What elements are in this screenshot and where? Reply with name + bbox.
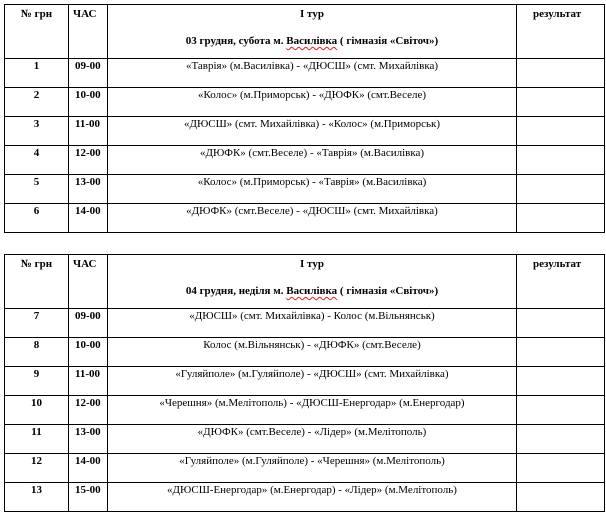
game-match: «ДЮФК» (смт.Веселе) - «ДЮСШ» (смт. Михайлівка) bbox=[108, 204, 517, 233]
header-round-cell bbox=[108, 5, 517, 59]
game-result[interactable] bbox=[517, 338, 605, 367]
game-result[interactable] bbox=[517, 454, 605, 483]
date-prefix: 04 грудня, неділя м. bbox=[185, 285, 287, 297]
game-match: «Черешня» (м.Мелітополь) - «ДЮСШ-Енергодар» (м.Енергодар) bbox=[108, 396, 517, 425]
game-result[interactable] bbox=[517, 204, 605, 233]
game-time: 09-00 bbox=[69, 309, 108, 338]
table-row bbox=[5, 454, 605, 483]
game-number: 9 bbox=[5, 367, 69, 396]
header-group: № грн bbox=[5, 255, 69, 309]
date-place: Василівка bbox=[286, 285, 338, 297]
table-row bbox=[5, 146, 605, 175]
header-round: І тур bbox=[300, 8, 324, 20]
game-match: «Гуляйполе» (м.Гуляйполе) - «ДЮСШ» (смт. Михайлівка) bbox=[108, 367, 517, 396]
table-row bbox=[5, 483, 605, 512]
game-match: «Колос» (м.Приморськ) - «ДЮФК» (смт.Веселе) bbox=[108, 88, 517, 117]
game-time: 12-00 bbox=[69, 146, 108, 175]
game-result[interactable] bbox=[517, 88, 605, 117]
table-row bbox=[5, 425, 605, 454]
game-match: «ДЮФК» (смт.Веселе) - «Лідер» (м.Мелітополь) bbox=[108, 425, 517, 454]
table-row bbox=[5, 309, 605, 338]
game-result[interactable] bbox=[517, 425, 605, 454]
game-time: 10-00 bbox=[69, 88, 108, 117]
game-number: 12 bbox=[5, 454, 69, 483]
game-time: 15-00 bbox=[69, 483, 108, 512]
table-row bbox=[5, 117, 605, 146]
game-time: 14-00 bbox=[69, 454, 108, 483]
game-number: 3 bbox=[5, 117, 69, 146]
game-result[interactable] bbox=[517, 309, 605, 338]
header-round: І тур bbox=[300, 258, 324, 270]
game-time: 09-00 bbox=[69, 59, 108, 88]
game-number: 4 bbox=[5, 146, 69, 175]
game-match: «ДЮСШ-Енергодар» (м.Енергодар) - «Лідер» (м.Мелітополь) bbox=[108, 483, 517, 512]
game-time: 11-00 bbox=[69, 117, 108, 146]
game-match: «ДЮФК» (смт.Веселе) - «Таврія» (м.Василівка) bbox=[108, 146, 517, 175]
round-date bbox=[108, 285, 516, 297]
table-row bbox=[5, 338, 605, 367]
schedule-table-2 bbox=[4, 254, 605, 512]
game-result[interactable] bbox=[517, 396, 605, 425]
game-match: «Гуляйполе» (м.Гуляйполе) - «Черешня» (м.Мелітополь) bbox=[108, 454, 517, 483]
game-match: Колос (м.Вільнянськ) - «ДЮФК» (смт.Веселе) bbox=[108, 338, 517, 367]
game-result[interactable] bbox=[517, 59, 605, 88]
game-match: «ДЮСШ» (смт. Михайлівка) - Колос (м.Вільнянськ) bbox=[108, 309, 517, 338]
table-row bbox=[5, 59, 605, 88]
game-match: «Колос» (м.Приморськ) - «Таврія» (м.Василівка) bbox=[108, 175, 517, 204]
game-result[interactable] bbox=[517, 146, 605, 175]
table-row bbox=[5, 88, 605, 117]
game-match: «Таврія» (м.Василівка) - «ДЮСШ» (смт. Михайлівка) bbox=[108, 59, 517, 88]
game-time: 14-00 bbox=[69, 204, 108, 233]
game-number: 2 bbox=[5, 88, 69, 117]
header-result: результат bbox=[517, 255, 605, 309]
header-time: ЧАС bbox=[69, 5, 108, 59]
header-time: ЧАС bbox=[69, 255, 108, 309]
game-number: 11 bbox=[5, 425, 69, 454]
game-time: 13-00 bbox=[69, 425, 108, 454]
header-group: № грн bbox=[5, 5, 69, 59]
game-time: 11-00 bbox=[69, 367, 108, 396]
game-time: 12-00 bbox=[69, 396, 108, 425]
game-result[interactable] bbox=[517, 175, 605, 204]
table-row bbox=[5, 175, 605, 204]
date-place: Василівка bbox=[286, 35, 338, 47]
date-prefix: 03 грудня, субота м. bbox=[185, 35, 287, 47]
game-result[interactable] bbox=[517, 367, 605, 396]
round-date bbox=[108, 35, 516, 47]
game-result[interactable] bbox=[517, 483, 605, 512]
header-result: результат bbox=[517, 5, 605, 59]
game-number: 13 bbox=[5, 483, 69, 512]
table-row bbox=[5, 367, 605, 396]
game-result[interactable] bbox=[517, 117, 605, 146]
header-round-cell bbox=[108, 255, 517, 309]
date-suffix: ( гімназія «Світоч») bbox=[337, 285, 439, 297]
game-time: 10-00 bbox=[69, 338, 108, 367]
game-number: 6 bbox=[5, 204, 69, 233]
game-number: 5 bbox=[5, 175, 69, 204]
game-number: 10 bbox=[5, 396, 69, 425]
game-number: 1 bbox=[5, 59, 69, 88]
table-row bbox=[5, 204, 605, 233]
schedule-table-1 bbox=[4, 4, 605, 233]
table-header-row bbox=[5, 255, 605, 309]
game-time: 13-00 bbox=[69, 175, 108, 204]
game-match: «ДЮСШ» (смт. Михайлівка) - «Колос» (м.Приморськ) bbox=[108, 117, 517, 146]
table-header-row bbox=[5, 5, 605, 59]
game-number: 8 bbox=[5, 338, 69, 367]
table-row bbox=[5, 396, 605, 425]
date-suffix: ( гімназія «Світоч») bbox=[337, 35, 439, 47]
game-number: 7 bbox=[5, 309, 69, 338]
